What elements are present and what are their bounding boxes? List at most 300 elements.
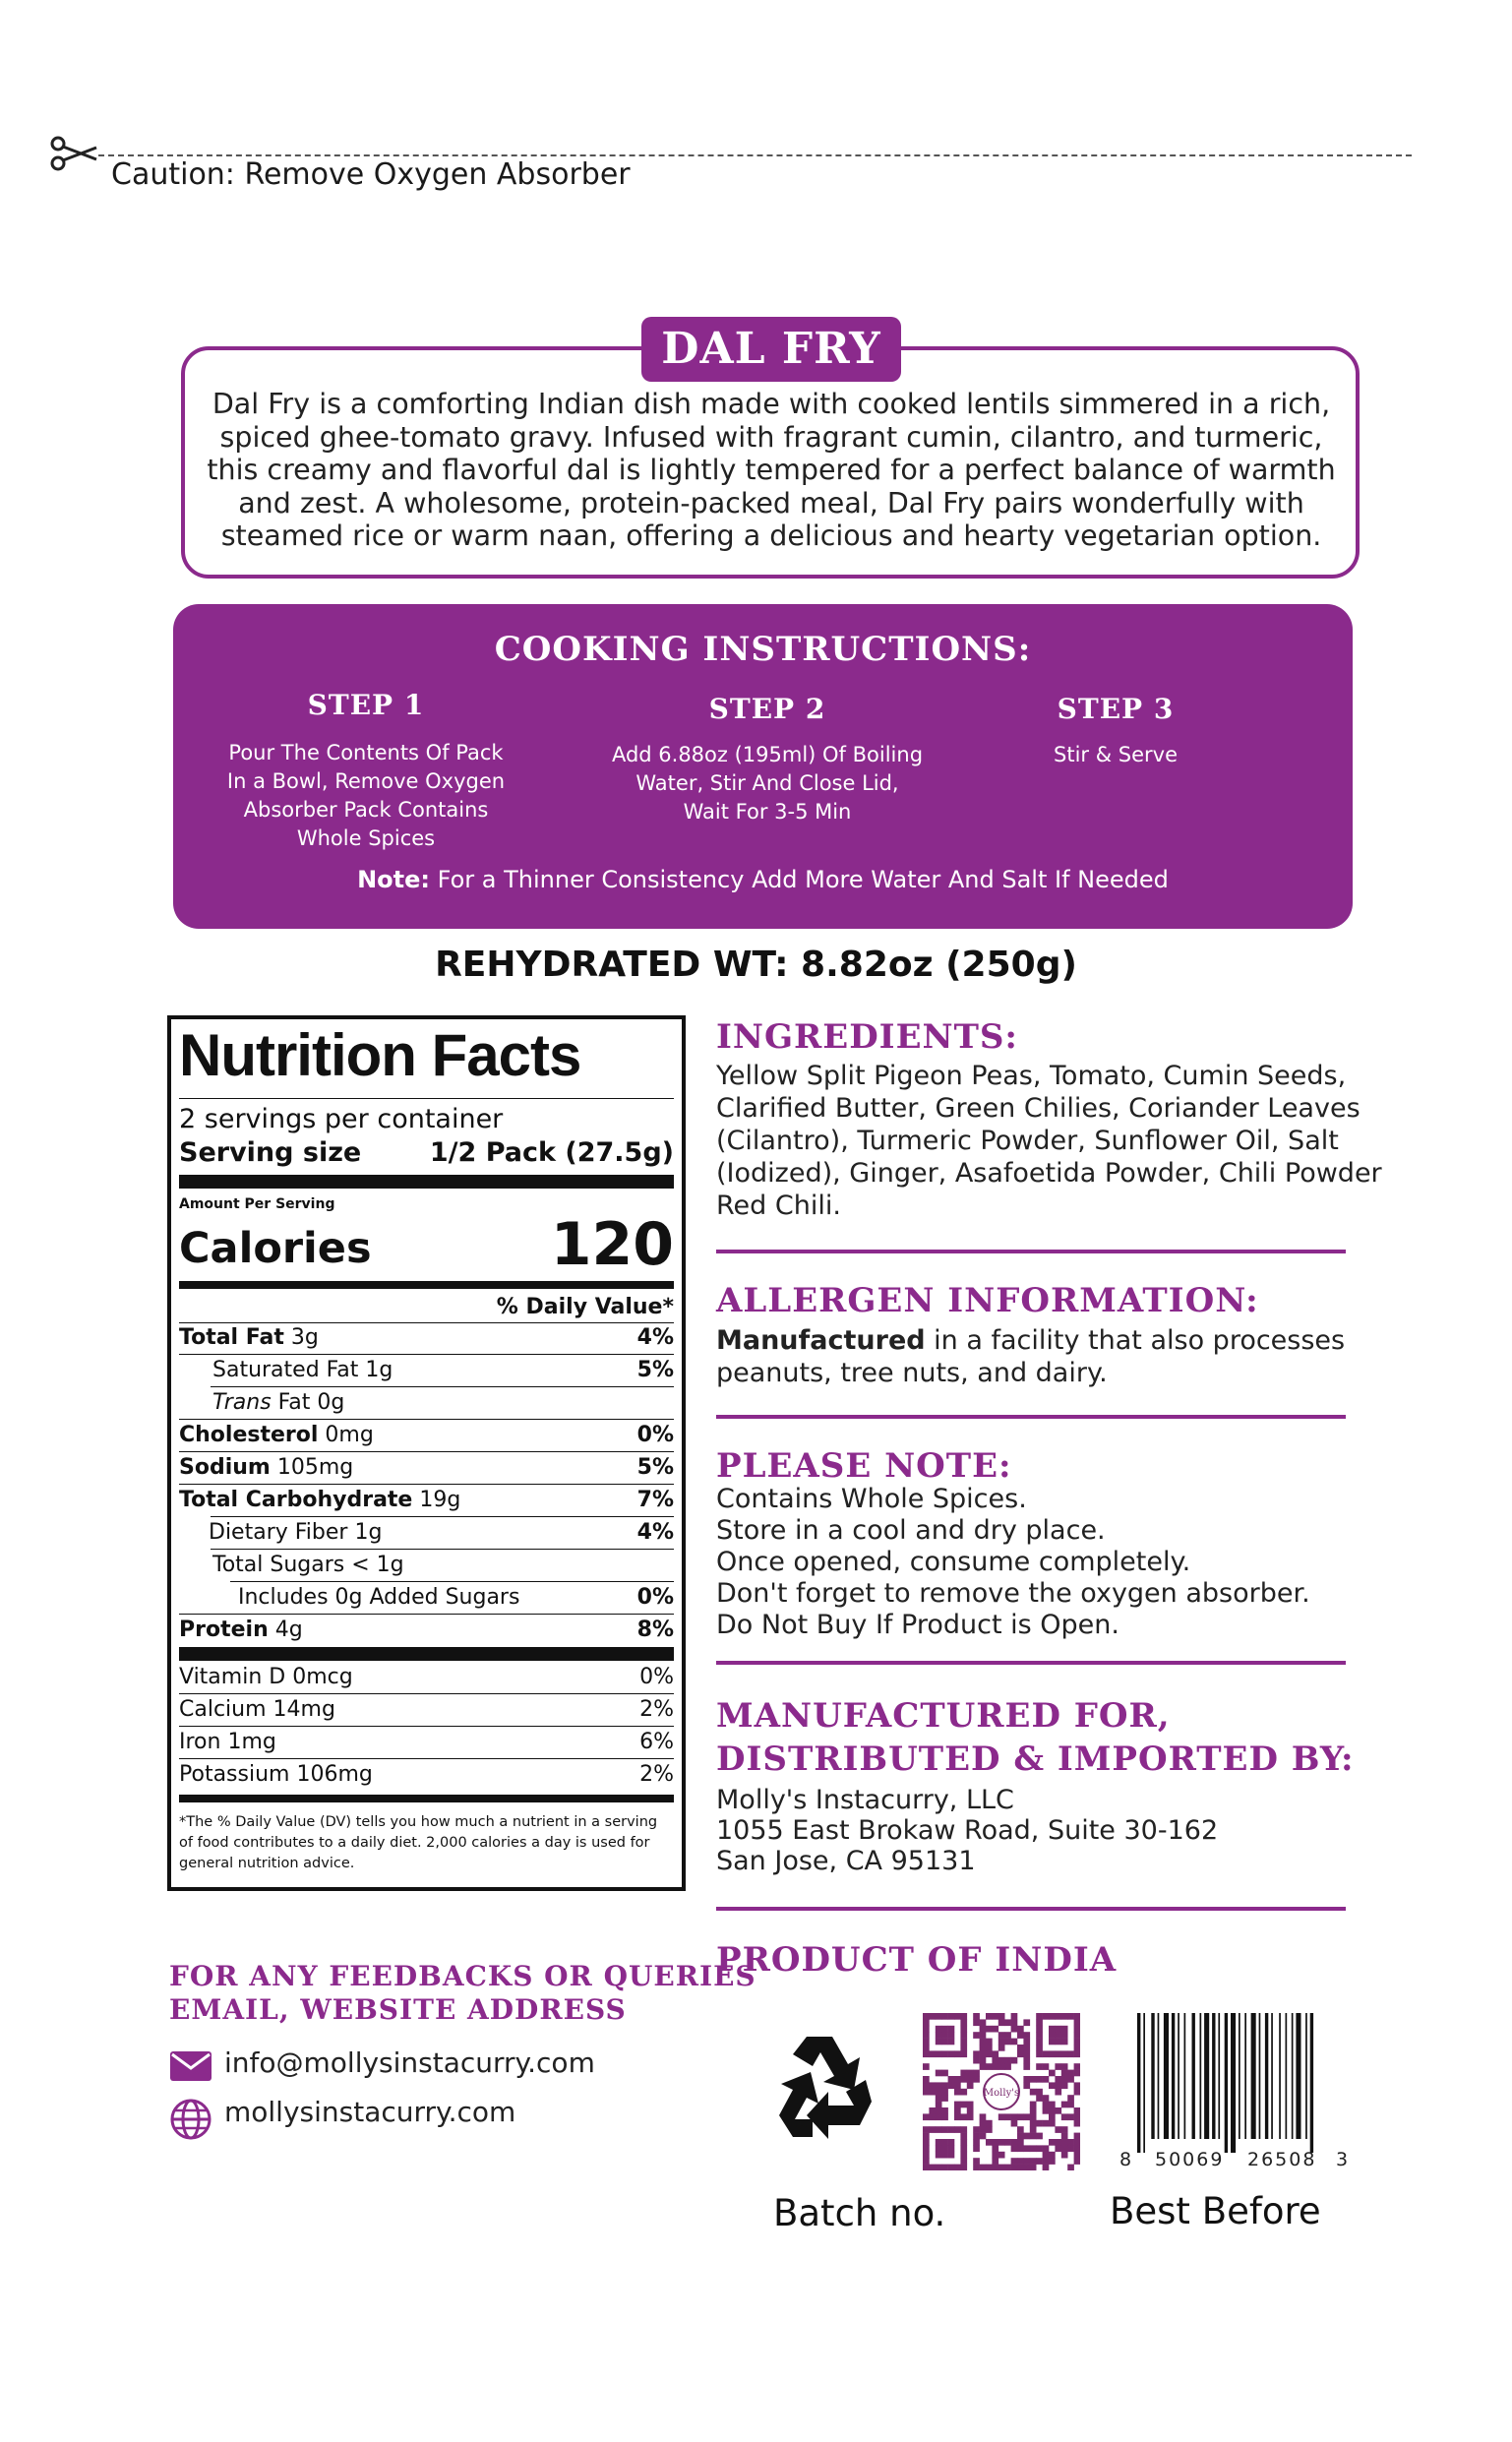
qr-module (973, 2013, 980, 2020)
qr-module (1074, 2019, 1080, 2026)
qr-module (1023, 2039, 1030, 2045)
step-3 (1017, 693, 1214, 769)
qr-module (986, 2050, 993, 2057)
contact-title (169, 1960, 756, 2027)
added-sugars-label: Includes 0g Added Sugars (238, 1585, 520, 1610)
qr-module (1061, 2152, 1068, 2159)
qr-module (923, 2039, 930, 2045)
qr-module (1055, 2032, 1061, 2039)
step-1-text (209, 739, 523, 853)
qr-module (1011, 2158, 1018, 2165)
qr-module (1011, 2026, 1018, 2033)
separator (716, 1907, 1346, 1911)
ingredients-text: Yellow Split Pigeon Peas, Tomato, Cumin Seeds, Clarified Butter, Green Chilies, Coriander Leaves (Cilantro), Turmeric Powder, Sunflower Oil, Salt (Iodized), Ginger, Asafoetida Powder, Chili Powder Red Chili. (716, 1061, 1382, 1221)
sodium-dv: 5% (636, 1455, 674, 1480)
qr-module (980, 2113, 987, 2120)
qr-module (1061, 2139, 1068, 2146)
please-note-list (716, 1484, 1395, 1641)
qr-module (1004, 2165, 1011, 2170)
qr-module (973, 2126, 980, 2133)
qr-module (960, 2089, 967, 2096)
qr-module (941, 2039, 948, 2045)
cut-line (98, 154, 1412, 156)
qr-module (1030, 2120, 1037, 2127)
qr-module (1067, 2050, 1074, 2057)
qr-module (923, 2113, 930, 2120)
potassium-dv: 2% (639, 1762, 674, 1787)
calcium-dv: 2% (639, 1697, 674, 1722)
qr-module (1036, 2013, 1043, 2020)
qr-module (1036, 2039, 1043, 2045)
qr-module (1061, 2063, 1068, 2070)
qr-module (936, 2070, 942, 2077)
qr-module (948, 2139, 955, 2146)
qr-module (1011, 2019, 1018, 2026)
qr-module (1061, 2145, 1068, 2152)
qr-module (948, 2026, 955, 2033)
qr-module (1036, 2133, 1043, 2140)
address-line: Molly's Instacurry, LLC (716, 1785, 1014, 1815)
qr-module (1074, 2107, 1080, 2114)
qr-module (1049, 2102, 1056, 2108)
qr-module (998, 2045, 1005, 2051)
qr-module (1011, 2139, 1018, 2146)
product-title: DAL FRY (641, 317, 901, 382)
qr-module (1067, 2076, 1074, 2083)
qr-module (941, 2089, 948, 2096)
qr-module (1067, 2165, 1074, 2170)
qr-module (1043, 2158, 1050, 2165)
qr-module (1074, 2063, 1080, 2070)
qr-module (1055, 2089, 1061, 2096)
nutrition-facts-panel (167, 1015, 686, 1891)
nf-vitamin-d (179, 1665, 674, 1689)
barcode-bar (1225, 2013, 1228, 2153)
qr-module (923, 2133, 930, 2140)
qr-module (936, 2113, 942, 2120)
qr-module (986, 2139, 993, 2146)
sodium-label: Sodium (179, 1455, 271, 1480)
qr-module (973, 2057, 980, 2064)
barcode-bar (1212, 2013, 1215, 2139)
qr-module (1011, 2120, 1018, 2127)
total-fat-label: Total Fat (179, 1325, 284, 1350)
step-2 (590, 693, 944, 826)
qr-module (960, 2145, 967, 2152)
qr-module (1049, 2082, 1056, 2089)
barcode-digit-last: 3 (1336, 2149, 1349, 2170)
qr-module (1055, 2107, 1061, 2114)
qr-module (1030, 2133, 1037, 2140)
potassium-label: Potassium 106mg (179, 1762, 373, 1787)
qr-module (1074, 2152, 1080, 2159)
nf-total-fat (179, 1325, 674, 1350)
qr-module (980, 2050, 987, 2057)
qr-module (986, 2045, 993, 2051)
qr-module (941, 2113, 948, 2120)
qr-module (992, 2165, 998, 2170)
nf-divider (211, 1516, 674, 1517)
qr-module (960, 2139, 967, 2146)
qr-module (941, 2026, 948, 2033)
qr-module (941, 2165, 948, 2170)
qr-module (936, 2013, 942, 2020)
qr-module (1030, 2089, 1037, 2096)
qr-module (1049, 2032, 1056, 2039)
qr-module (967, 2076, 974, 2083)
barcode-bar (1265, 2013, 1268, 2139)
calories-value: 120 (550, 1210, 674, 1279)
qr-module (954, 2165, 961, 2170)
qr-module (1023, 2133, 1030, 2140)
qr-module (998, 2039, 1005, 2045)
qr-module (1074, 2050, 1080, 2057)
qr-module (948, 2082, 955, 2089)
qr-module (992, 2050, 998, 2057)
qr-module (1043, 2165, 1050, 2170)
barcode-bar (1192, 2013, 1195, 2139)
qr-module (1043, 2152, 1050, 2159)
qr-module (960, 2076, 967, 2083)
qr-module (936, 2050, 942, 2057)
qr-module (1017, 2145, 1024, 2152)
qr-module (923, 2158, 930, 2165)
qr-module (1036, 2045, 1043, 2051)
qr-module (1036, 2026, 1043, 2033)
qr-module (929, 2050, 936, 2057)
qr-module (1017, 2165, 1024, 2170)
nf-divider (179, 1322, 674, 1323)
qr-module (986, 2165, 993, 2170)
step-2-line: Water, Stir And Close Lid, (635, 771, 899, 795)
qr-module (936, 2082, 942, 2089)
qr-module (1036, 2019, 1043, 2026)
qr-module (929, 2165, 936, 2170)
nf-footnote: *The % Daily Value (DV) tells you how much a nutrient in a serving of food contributes to a daily diet. 2,000 calories a day is used for general nutrition advice. (179, 1814, 658, 1871)
nf-divider (179, 1726, 674, 1727)
nf-dv-header: % Daily Value* (496, 1295, 674, 1319)
qr-module (1043, 2102, 1050, 2108)
note-line: Store in a cool and dry place. (716, 1515, 1106, 1546)
qr-module (973, 2076, 980, 2083)
qr-module (1074, 2070, 1080, 2077)
barcode-bar (1244, 2013, 1246, 2139)
qr-module (998, 2113, 1005, 2120)
step-1-line: Whole Spices (296, 826, 436, 850)
qr-module (923, 2082, 930, 2089)
qr-module (936, 2039, 942, 2045)
barcode-bar (1305, 2013, 1307, 2139)
qr-module (1055, 2145, 1061, 2152)
qr-module (1017, 2050, 1024, 2057)
qr-module (1030, 2158, 1037, 2165)
qr-module (923, 2026, 930, 2033)
iron-label: Iron 1mg (179, 1730, 276, 1754)
carb-dv: 7% (636, 1488, 674, 1512)
qr-module (936, 2026, 942, 2033)
qr-module (923, 2019, 930, 2026)
qr-module (941, 2126, 948, 2133)
note-line: Once opened, consume completely. (716, 1547, 1191, 1577)
qr-module (1011, 2039, 1018, 2045)
qr-module (1036, 2158, 1043, 2165)
qr-module (1004, 2113, 1011, 2120)
barcode-group-2: 26508 (1247, 2149, 1317, 2170)
qr-module (948, 2013, 955, 2020)
qr-module (923, 2165, 930, 2170)
nf-medium-rule (179, 1795, 674, 1802)
qr-module (960, 2070, 967, 2077)
qr-module (1074, 2139, 1080, 2146)
qr-module (1030, 2145, 1037, 2152)
qr-module (1043, 2050, 1050, 2057)
qr-module (936, 2032, 942, 2039)
contact-title-line: EMAIL, WEBSITE ADDRESS (169, 1993, 627, 2026)
qr-module (1061, 2050, 1068, 2057)
nf-divider (179, 1098, 674, 1099)
qr-module (1023, 2045, 1030, 2051)
qr-module (1074, 2120, 1080, 2127)
qr-module (929, 2013, 936, 2020)
qr-module (1004, 2032, 1011, 2039)
contact-email[interactable]: info@mollysinstacurry.com (224, 2046, 595, 2079)
qr-module (936, 2089, 942, 2096)
qr-module (1049, 2107, 1056, 2114)
step-1 (209, 689, 523, 853)
qr-module (1061, 2076, 1068, 2083)
qr-module (960, 2133, 967, 2140)
qr-module (1074, 2013, 1080, 2020)
serving-size-value: 1/2 Pack (27.5g) (429, 1137, 674, 1168)
barcode-bar (1178, 2013, 1179, 2139)
qr-module (936, 2102, 942, 2108)
qr-module (967, 2082, 974, 2089)
note-text: For a Thinner Consistency Add More Water And Salt If Needed (430, 866, 1169, 893)
qr-module (1074, 2045, 1080, 2051)
qr-module (929, 2113, 936, 2120)
qr-module (1043, 2107, 1050, 2114)
qr-module (954, 2102, 961, 2108)
qr-module (941, 2032, 948, 2039)
nf-iron (179, 1730, 674, 1754)
qr-module (1055, 2039, 1061, 2045)
qr-module (1074, 2026, 1080, 2033)
step-3-title: STEP 3 (1057, 693, 1175, 725)
barcode-bar (1279, 2013, 1281, 2139)
contact-website[interactable]: mollysinstacurry.com (224, 2096, 516, 2128)
qr-module (1017, 2113, 1024, 2120)
nf-sodium (179, 1455, 674, 1480)
protein-label: Protein (179, 1618, 269, 1642)
qr-module (973, 2165, 980, 2170)
qr-module (923, 2076, 930, 2083)
qr-module (973, 2145, 980, 2152)
qr-module (1030, 2165, 1037, 2170)
qr-module (1036, 2095, 1043, 2102)
qr-module (1023, 2057, 1030, 2064)
qr-module (960, 2102, 967, 2108)
qr-module (941, 2139, 948, 2146)
qr-module (1011, 2057, 1018, 2064)
qr-module (992, 2063, 998, 2070)
origin-title: PRODUCT OF INDIA (716, 1940, 1118, 1980)
qr-module (923, 2126, 930, 2133)
qr-module (929, 2089, 936, 2096)
qr-module (1030, 2076, 1037, 2083)
qr-module (1004, 2139, 1011, 2146)
nf-divider (179, 1484, 674, 1485)
qr-module (980, 2165, 987, 2170)
qr-module (1049, 2013, 1056, 2020)
qr-module (948, 2152, 955, 2159)
allergen-text (716, 1324, 1346, 1389)
qr-module (980, 2120, 987, 2127)
fiber-label: Dietary Fiber 1g (209, 1520, 383, 1545)
qr-module (998, 2019, 1005, 2026)
qr-module (948, 2126, 955, 2133)
qr-module (1074, 2082, 1080, 2089)
nf-servings: 2 servings per container (179, 1104, 504, 1134)
qr-module (1043, 2145, 1050, 2152)
qr-module (948, 2165, 955, 2170)
qr-code[interactable] (923, 2013, 1080, 2170)
separator (716, 1250, 1346, 1253)
sodium-value: 105mg (270, 1455, 354, 1480)
barcode-bar (1200, 2013, 1202, 2139)
qr-module (929, 2107, 936, 2114)
qr-module (1074, 2089, 1080, 2096)
qr-module (998, 2032, 1005, 2039)
barcode-bar (1158, 2013, 1160, 2139)
qr-module (1061, 2070, 1068, 2077)
nf-fiber (179, 1520, 674, 1545)
qr-module (1004, 2063, 1011, 2070)
trans-value: Fat 0g (271, 1390, 345, 1415)
qr-module (948, 2050, 955, 2057)
ingredients-title: INGREDIENTS: (716, 1017, 1018, 1057)
barcode-bar (1172, 2013, 1175, 2139)
address-line: 1055 East Brokaw Road, Suite 30-162 (716, 1815, 1219, 1846)
qr-module (986, 2063, 993, 2070)
qr-module (973, 2158, 980, 2165)
qr-module (980, 2057, 987, 2064)
step-3-text (1017, 741, 1214, 769)
qr-module (1061, 2113, 1068, 2120)
qr-module (923, 2152, 930, 2159)
note-line: Contains Whole Spices. (716, 1484, 1027, 1514)
qr-module (1043, 2013, 1050, 2020)
qr-module (1074, 2039, 1080, 2045)
qr-module (1023, 2158, 1030, 2165)
qr-module (948, 2032, 955, 2039)
qr-module (992, 2026, 998, 2033)
qr-module (960, 2045, 967, 2051)
sat-fat-dv: 5% (636, 1358, 674, 1382)
barcode-bar (1137, 2013, 1140, 2153)
qr-module (948, 2076, 955, 2083)
qr-module (960, 2026, 967, 2033)
qr-module (941, 2107, 948, 2114)
qr-module (980, 2026, 987, 2033)
nf-sugars: Total Sugars < 1g (212, 1553, 404, 1577)
qr-module (929, 2126, 936, 2133)
qr-module (986, 2039, 993, 2045)
qr-module (1011, 2013, 1018, 2020)
chol-dv: 0% (636, 1423, 674, 1447)
qr-module (1074, 2133, 1080, 2140)
qr-module (1023, 2019, 1030, 2026)
qr-module (936, 2165, 942, 2170)
qr-module (1061, 2082, 1068, 2089)
barcode-bar (1151, 2013, 1154, 2139)
step-1-line: In a Bowl, Remove Oxygen (226, 769, 506, 793)
qr-module (923, 2089, 930, 2096)
qr-module (992, 2139, 998, 2146)
qr-module (992, 2152, 998, 2159)
qr-module (936, 2145, 942, 2152)
qr-module (954, 2089, 961, 2096)
caution-text: Caution: Remove Oxygen Absorber (111, 157, 631, 192)
barcode-bar (1251, 2013, 1256, 2139)
vitd-label: Vitamin D 0mcg (179, 1665, 353, 1689)
qr-module (1036, 2089, 1043, 2096)
qr-module (973, 2019, 980, 2026)
barcode-bar (1310, 2013, 1313, 2153)
qr-module (954, 2113, 961, 2120)
qr-module (923, 2013, 930, 2020)
qr-module (973, 2139, 980, 2146)
qr-module (1017, 2032, 1024, 2039)
barcode-bar (1231, 2013, 1236, 2153)
qr-module (923, 2045, 930, 2051)
qr-module (954, 2107, 961, 2114)
allergen-title: ALLERGEN INFORMATION: (716, 1281, 1259, 1320)
qr-module (973, 2070, 980, 2077)
qr-module (1036, 2063, 1043, 2070)
qr-module (1004, 2057, 1011, 2064)
chol-label: Cholesterol (179, 1423, 319, 1447)
barcode-bar (1259, 2013, 1261, 2139)
qr-module (1055, 2126, 1061, 2133)
calories-label: Calories (179, 1224, 372, 1273)
qr-module (980, 2045, 987, 2051)
qr-module (1067, 2013, 1074, 2020)
qr-module (1036, 2120, 1043, 2127)
carb-value: 19g (412, 1488, 461, 1512)
qr-module (967, 2113, 974, 2120)
nf-calories (179, 1210, 674, 1279)
qr-module (1017, 2126, 1024, 2133)
qr-module (1067, 2113, 1074, 2120)
nf-divider (179, 1614, 674, 1615)
qr-module (923, 2050, 930, 2057)
qr-module (1011, 2113, 1018, 2120)
step-1-line: Absorber Pack Contains (243, 798, 489, 822)
qr-module (967, 2102, 974, 2108)
qr-module (1067, 2139, 1074, 2146)
qr-module (1036, 2032, 1043, 2039)
separator (716, 1661, 1346, 1665)
qr-module (1023, 2063, 1030, 2070)
qr-module (929, 2082, 936, 2089)
barcode-digits (1119, 2149, 1352, 2174)
nf-divider (179, 1419, 674, 1420)
qr-module (1049, 2113, 1056, 2120)
nf-title: Nutrition Facts (179, 1022, 581, 1088)
qr-module (986, 2026, 993, 2033)
qr-module (1004, 2019, 1011, 2026)
qr-module (980, 2126, 987, 2133)
